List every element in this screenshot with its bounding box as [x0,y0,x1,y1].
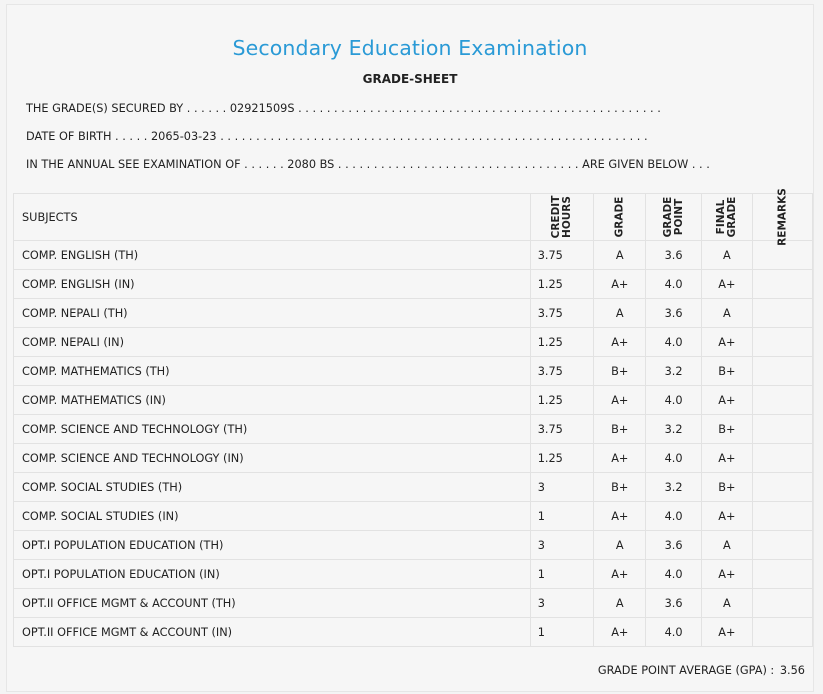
grade-point-cell: 4.0 [646,328,701,357]
final-grade-cell: A+ [701,560,752,589]
grade-point-cell: 3.6 [646,299,701,328]
remarks-cell [753,560,813,589]
header-grade [594,194,646,241]
subject-cell: OPT.I POPULATION EDUCATION (TH) [14,531,531,560]
final-grade-cell: A+ [701,618,752,647]
table-row [14,357,813,386]
table-row [14,531,813,560]
header-subjects: SUBJECTS [14,194,531,241]
credit-hours-cell: 3 [530,531,593,560]
credit-hours-cell: 1.25 [530,386,593,415]
remarks-cell [753,386,813,415]
table-row [14,444,813,473]
grade-point-cell: 3.6 [646,589,701,618]
subject-cell: COMP. SOCIAL STUDIES (IN) [14,502,531,531]
final-grade-cell: A+ [701,270,752,299]
final-grade-cell: A [701,299,752,328]
grade-cell: A [594,589,646,618]
credit-hours-cell: 3.75 [530,241,593,270]
credit-hours-cell: 1.25 [530,444,593,473]
table-row [14,618,813,647]
grade-cell: A [594,531,646,560]
credit-hours-cell: 1.25 [530,270,593,299]
grade-cell: B+ [594,473,646,502]
grade-point-cell: 4.0 [646,386,701,415]
header-credit-hours-label: CREDIT HOURS [549,195,573,239]
subject-cell: OPT.II OFFICE MGMT & ACCOUNT (TH) [14,589,531,618]
subject-cell: OPT.I POPULATION EDUCATION (IN) [14,560,531,589]
subject-cell: COMP. ENGLISH (IN) [14,270,531,299]
subject-cell: COMP. MATHEMATICS (IN) [14,386,531,415]
secured-by-line: THE GRADE(S) SECURED BY . . . . . . 02921509S . . . . . . . . . . . . . . . . . . . . . . . . . . . . . . . . . . . . . . . . . . . . . . . . . . . [26,102,661,115]
table-row [14,473,813,502]
header-remarks-label: REMARKS [776,188,789,246]
final-grade-cell: A [701,589,752,618]
credit-hours-cell: 3 [530,473,593,502]
header-grade-label: GRADE [613,196,626,238]
date-of-birth-line: DATE OF BIRTH . . . . . 2065-03-23 . . . . . . . . . . . . . . . . . . . . . . . . . . . . . . . . . . . . . . . . . . . . . . . . . . . . . . . . . . . . [26,130,648,143]
final-grade-cell: B+ [701,473,752,502]
final-grade-cell: A [701,241,752,270]
header-credit-hours [530,194,593,241]
subject-cell: COMP. SOCIAL STUDIES (TH) [14,473,531,502]
grade-cell: A+ [594,560,646,589]
table-header-row [14,194,813,241]
grade-point-cell: 4.0 [646,560,701,589]
remarks-cell [753,531,813,560]
final-grade-cell: B+ [701,415,752,444]
remarks-cell [753,473,813,502]
final-grade-cell: B+ [701,357,752,386]
gpa-summary [598,664,805,677]
remarks-cell [753,299,813,328]
remarks-cell [753,502,813,531]
table-row [14,299,813,328]
table-row [14,386,813,415]
grade-point-cell: 3.6 [646,531,701,560]
grade-cell: A+ [594,386,646,415]
grade-point-cell: 3.2 [646,357,701,386]
remarks-cell [753,270,813,299]
subject-cell: OPT.II OFFICE MGMT & ACCOUNT (IN) [14,618,531,647]
credit-hours-cell: 1 [530,502,593,531]
table-row [14,415,813,444]
grade-cell: A+ [594,502,646,531]
subject-cell: COMP. ENGLISH (TH) [14,241,531,270]
examination-line: IN THE ANNUAL SEE EXAMINATION OF . . . . . . 2080 BS . . . . . . . . . . . . . . . . . . . . . . . . . . . . . . . . . . ARE GIVEN BELOW . . . [26,158,710,171]
final-grade-cell: A [701,531,752,560]
subject-cell: COMP. NEPALI (TH) [14,299,531,328]
remarks-cell [753,328,813,357]
table-row [14,560,813,589]
grade-point-cell: 3.2 [646,473,701,502]
remarks-cell [753,589,813,618]
grade-point-cell: 3.2 [646,415,701,444]
subject-cell: COMP. NEPALI (IN) [14,328,531,357]
credit-hours-cell: 1 [530,618,593,647]
grade-cell: A [594,241,646,270]
table-row [14,328,813,357]
remarks-cell [753,444,813,473]
credit-hours-cell: 1.25 [530,328,593,357]
final-grade-cell: A+ [701,444,752,473]
credit-hours-cell: 3.75 [530,299,593,328]
table-row [14,270,813,299]
grade-point-cell: 4.0 [646,444,701,473]
header-final-grade-label: FINAL GRADE [714,196,738,238]
exam-title: Secondary Education Examination [232,36,588,60]
credit-hours-cell: 3.75 [530,415,593,444]
table-row [14,502,813,531]
sheet-subtitle: GRADE-SHEET [362,72,458,86]
grades-table [13,188,813,647]
grade-cell: A+ [594,618,646,647]
subject-cell: COMP. SCIENCE AND TECHNOLOGY (IN) [14,444,531,473]
remarks-cell [753,618,813,647]
subject-cell: COMP. SCIENCE AND TECHNOLOGY (TH) [14,415,531,444]
gpa-value: 3.56 [779,664,805,677]
final-grade-cell: A+ [701,502,752,531]
credit-hours-cell: 3.75 [530,357,593,386]
grade-cell: A+ [594,444,646,473]
credit-hours-cell: 3 [530,589,593,618]
header-grade-point [646,194,701,241]
grade-cell: A+ [594,270,646,299]
gpa-label: GRADE POINT AVERAGE (GPA) : [597,664,775,677]
grade-point-cell: 4.0 [646,270,701,299]
credit-hours-cell: 1 [530,560,593,589]
table-row [14,589,813,618]
grade-cell: A+ [594,328,646,357]
grade-cell: B+ [594,357,646,386]
remarks-cell [753,357,813,386]
grade-point-cell: 3.6 [646,241,701,270]
final-grade-cell: A+ [701,386,752,415]
grade-point-cell: 4.0 [646,502,701,531]
header-grade-point-label: GRADE POINT [661,196,685,238]
header-remarks [753,188,813,246]
grade-sheet [6,4,814,692]
grade-point-cell: 4.0 [646,618,701,647]
remarks-cell [753,415,813,444]
final-grade-cell: A+ [701,328,752,357]
subject-cell: COMP. MATHEMATICS (TH) [14,357,531,386]
header-final-grade [701,194,752,241]
grade-cell: B+ [594,415,646,444]
grade-cell: A [594,299,646,328]
table-row [14,241,813,270]
